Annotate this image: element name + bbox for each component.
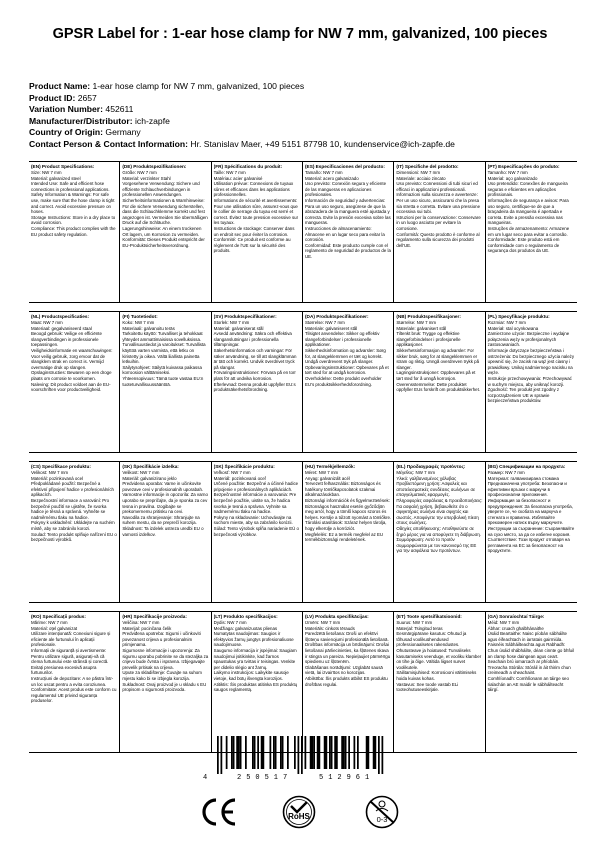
language-heading: (HU) Termékjellemzők:	[305, 464, 356, 469]
page-title: GPSR Label for : 1-ear hose clamp for NW 7 mm, galvanized, 100 pieces	[52, 26, 548, 42]
product-info-row	[29, 93, 589, 105]
language-heading: (ES) Especificaciones del producto:	[305, 164, 385, 169]
barcode-bar	[282, 736, 284, 769]
rohs-icon	[277, 795, 321, 829]
language-column	[394, 462, 485, 602]
barcode-bar	[301, 736, 303, 774]
language-body: Veľkosť: NW 7 mm Materiál: pozinkovaná oceľ Určené použitie: Bezpečné a účinné hadice pripojenie v profesionálnych aplikáciách. Bezpečnostné informácie a varovania: Pre bezpečné použitie, uistite sa, že hadica svorka je tesná a správna. Vyhnite sa nadmernému tlaku na hadice. Pokyny na skladovanie: Uchovávajte na suchom mieste, aby sa zabránilo korózii. Súlad: Tento výrobok spĺňa nariadenie EÚ o bezpečnosti výrobkov.	[213, 470, 300, 537]
language-body: Größe: NW 7 mm Material: verzinkter Stahl Vorgesehene Verwendung: Sichere und effiziente Schlauchverbindungen in professionellen Anwendungen. Sicherheitsinformationen & Warnhinweise: Für die sichere Verwendung sicherstellen, dass die Schlauchklemme korrekt und fest angezogen ist. Vermeiden Sie übermäßigen Druck auf die Schläuche. Lagerungshinweise: An einem trockenen Ort lagern, um Korrosion zu vermeiden. Konformität: Dieses Produkt entspricht der EU-Produktsicherheitsverordnung.	[122, 170, 208, 248]
language-heading: (PT) Especificações do produto:	[487, 164, 560, 169]
product-info-value: 452611	[105, 104, 134, 114]
barcode-bar	[336, 736, 338, 769]
product-info-value: 2657	[77, 92, 97, 103]
language-heading: (DE) Produktspezifikationen:	[122, 164, 187, 169]
barcode-bar	[312, 736, 314, 769]
specifications-band	[29, 611, 577, 753]
barcode-digit-group-right: 512961	[319, 774, 375, 782]
language-column	[303, 462, 394, 602]
product-info-row	[29, 104, 589, 116]
barcode-bar	[245, 736, 247, 769]
barcode-bar	[261, 736, 263, 769]
product-info-label: Country of Origin:	[29, 127, 103, 137]
barcode-bar	[378, 736, 380, 774]
language-body: Velikost: NW 7 mm Materiál: galvanizirano jeklo Predvidena uporaba: Varne in učinkovite povezave cevi v profesionalnih uporabah. Varnostne informacije in opozorila: Za varno uporabo se prepričajte, da je sponka za cev tesna in pravilna. Izogibajte se prekomernemu pritisku na cevi. Navodila za shranjevanje: Shranjujte na suhem mestu, da se preprečí korozija. Skladnost: Ta izdelek ustreza uredbi EU o varnosti izdelkov.	[122, 470, 208, 537]
product-info-value: Hr. Stanislav Maer, +49 5151 87798 10, kundenservice@ich-zapfe.de	[190, 138, 455, 149]
barcode-bar	[375, 736, 377, 769]
barcode-bar	[231, 736, 233, 769]
language-body: Koko: NW 7 mm Materiaali: galvanoitu teräs Tarkoitettu käyttö: Turvalliset ja tehokkaat yhteydet ammattimaisissa sovelluksissa. Turvallisuustiedot ja varoitukset: Turvallista käyttöä varten varmista, että letku on kiristetty ja oikea. Vältä liiallista painetta letkuihin. Säilytysohjeet: Säilytä kuivassa paikassa korroosion välttämiseksi. Yhteensopivuus: Tämä tuote vastaa EU:n tuoteturvallisuussääntöä.	[122, 320, 206, 387]
language-body: Size: NW 7 mm Material: galvanized steel Intended Use: Safe and efficient hose connections in professional applications. Safety Information & Warnings: For safe use, make sure that the hose clamp is tight and correct. Avoid excessive pressure on hoses. Storage Instructions: Store in a dry place to avoid corrosion. Compliance: This product complies with the EU product safety regulation.	[31, 170, 116, 237]
language-heading: (IT) Specifiche del prodotto:	[396, 164, 459, 169]
language-heading: (NL) Productspecificaties:	[31, 314, 90, 319]
barcode-bar	[331, 736, 333, 769]
language-heading: (CS) Specifikace produktu:	[31, 464, 91, 469]
barcode-bar	[294, 736, 296, 769]
language-heading: (HR) Specifikacije proizvoda:	[122, 614, 187, 619]
age-label: 0-3	[376, 815, 388, 824]
language-column	[394, 312, 485, 452]
language-heading: (BG) Спецификации на продукта:	[487, 464, 566, 469]
rohs-label: RoHS	[288, 812, 310, 821]
barcode-bar	[317, 736, 319, 769]
barcode-bar	[345, 736, 347, 769]
language-column	[394, 612, 485, 752]
barcode-bar	[263, 736, 265, 769]
barcode-bar	[357, 736, 359, 769]
language-column	[29, 312, 120, 452]
barcode-bar	[305, 736, 307, 769]
barcode-bar	[343, 736, 345, 769]
barcode-bar	[348, 736, 350, 769]
barcode-bar	[313, 736, 315, 769]
language-heading: (SV) Produktspecifikationer:	[213, 314, 277, 319]
language-body: Méret: NW 7 mm Anyag: galvanizált acél Tervezett felhasználás: Biztonságos és hatékony tömlőkapcsolatok szakmai alkalmazásokban. Biztonsági információk és figyelmeztetések: Biztonságos használat esetén győződjön meg arról, hogy a tömlő kapocs szoros és helyes. Kerülje a túlzott nyomást a tömlőkre. Tárolási utasítások: Száraz helyen tárolja, hogy elkerülje a korróziót. Megfelelés: Ez a termék megfelel az EU termékbiztonsági rendeletének.	[305, 470, 392, 543]
language-column	[303, 612, 394, 752]
specifications-band	[29, 461, 577, 603]
barcode-bar	[366, 736, 368, 769]
language-heading: (EN) Product Specifications:	[31, 164, 95, 169]
language-column	[29, 462, 120, 602]
product-info-label: Product ID:	[29, 92, 76, 103]
ean-barcode	[203, 736, 397, 786]
barcode-digits	[203, 774, 397, 784]
language-body: Veličina: NW 7 mm Materijal: pocinčana čelik Predviđena upotreba: Sigurni i učinkoviti povezanost crijeva u profesionalnim primjenama. Sigurnosne informacije i upozorenja: Za sigurnu uporabu pobrinite se da stezaljka za crijevo bude čvrsta i ispravna. Izbjegavajte prevelik pritisak na crijeva. Upute za skladištenje: Čuvajte na suhom mjestu kako bi se izbjegla korozija. Sukladnost: Ovaj proizvod je u skladu s EU propisom o sigurnosti proizvoda.	[122, 620, 209, 693]
barcode-bar	[310, 736, 312, 769]
language-column	[29, 162, 120, 302]
language-body: Méid: NW 7 mm Ábhar: cruach ghalbhánaithe Úsáid Beartaithe: Naisc píobán sábháilte agus éifeachtach in iarratais gairmiúla. Faisnéis Sábháilteachta agus Rabhadh: Chun úsáid shábháilte, déan cinnte go bhfuil an clamp hose daingean agus ceart. Seachain brú iomarcach ar phíobáin. Treoracha Stórála: Stóráil in áit thirim chun creimeadh a sheachaint. Comhlíonadh: Comhlíonann an táirge seo rialachán an AE maidir le sábháilteacht táirgí.	[487, 620, 575, 693]
barcode-digit-prefix: 4	[203, 774, 208, 782]
language-column	[303, 312, 394, 452]
language-body: Dimensioni: NW 7 mm Materiale: acciaio zincato Uso previsto: Connessioni di tubi sicuri ed efficaci in applicazioni professionali. Informazioni sulla sicurezza e avvertenze: Per un uso sicuro, assicurarsi che la presa sia stretta e corretta. Evitare una pressione eccessiva sui tubi. Istruzioni per la conservazione: Conservare in un luogo asciutto per evitare la corrosione. Conformità: Questo prodotto è conforme al regolamento sulla sicurezza dei prodotti dell'UE.	[396, 170, 481, 248]
barcode-bar	[240, 736, 242, 769]
barcode-bar	[217, 736, 219, 774]
product-info-label: Contact Person & Contact Information:	[29, 138, 188, 149]
language-body: Rozmiar: NW 7 mm Materiał: stal ocynkowana Zamierzone użycie: Bezpieczne i wydajne połączenia węży w profesjonalnych zastosowaniach. Informacje dotyczące bezpieczeństwa i ostrzeżenia: Do bezpiecznego użycia należy upewnić się, że zacisk na wąż jest ciasny i prawidłowy. Unikaj nadmiernego nacisku na węże. Instrukcje przechowywania: Przechowywać w suchym miejscu, aby uniknąć korozji. Zgodność: Ten produkt jest zgodny z rozporządzeniem UE w sprawie bezpieczeństwa produktów.	[487, 320, 575, 404]
language-body: Taille: NW 7 mm Matériau: acier galvanisé Utilisation prévue: Connexions de tuyaux sûres et efficaces dans les applications professionnelles. Informations de sécurité et avertissements: Pour une utilisation sûre, assurez-vous que le collier de serrage du tuyau est serré et correct. Évitez toute pression excessive sur les tuyaux. Instructions de stockage: Conserver dans un endroit sec pour éviter la corrosion. Conformité: Ce produit est conforme au règlement de l'UE sur la sécurité des produits.	[213, 170, 299, 254]
language-heading: (SK) Špecifikácie izdelka:	[122, 464, 179, 469]
product-info-label: Manufacturer/Distributor:	[29, 115, 133, 126]
language-heading: (LT) Produkto specifikacijos:	[213, 614, 278, 619]
product-info-row	[29, 139, 589, 151]
language-body: Storlek: NW 7 mm Material: galvaniserat stål Avsedd användning: Säkra och effektiva slanganslutningar i professionella tillämpningar. Säkerhetsinformation och varningar: För säker användning, se till att slangklämman är tätt och korrekt. Undvik överdrivet tryck på slangar. Förvaringsinstruktioner: Förvara på en torr plats för att undvika korrosion. Efterlevnad: Denna produkt uppfyller EU:s produktsäkerhetsförordning.	[213, 320, 297, 393]
barcode-bars	[203, 736, 397, 774]
language-heading: (FI) Tuotetiedot:	[122, 314, 158, 319]
language-column	[486, 162, 577, 302]
language-heading: (NB) Produktspesifikasjoner:	[396, 314, 461, 319]
language-column	[212, 162, 303, 302]
barcode-bar	[326, 736, 328, 769]
language-heading: (ET) Toote spetsifikatsioonid:	[396, 614, 462, 619]
product-info	[29, 81, 589, 150]
language-heading: (GA) Sonraíochtaí Táirge:	[487, 614, 545, 619]
language-column	[212, 312, 303, 452]
language-body: Dydis: NW 7 mm Medžiaga: galvanizuotas plienas Numatytas naudojimas: Saugios ir efektyvios žarnų jungtys profesionaliuose naudojimuose. Saugumo informacija ir įspėjimai: Saugiam naudojimui įsitikinkite, kad žarnos spaustukas yra tvirtas ir teisingas. Venkite per didelio slėgio ant žarnų. Laikymo instrukcijos: Laikykite sausoje vietoje, kad būtų išvengta korozijos. Atitiktis: Šis produktas atitinka ES produktų saugos reglamentą.	[213, 620, 298, 693]
language-column	[120, 462, 211, 602]
barcode-bar	[324, 736, 326, 769]
language-column	[486, 612, 577, 752]
language-body: Størrelse: NW 7 mm Materiale: galvanisert stål Tiltenkt bruk: Trygge og effektive slangeforbindelser i profesjonelle applikasjoner. Sikkerhetsinformasjon og advarsler: For sikker bruk, sørg for at slangeklemmen er stram og riktig. Unngå overdreven trykk på slanger. Lagringsinstruksjoner: Oppbevares på et tørt sted for å unngå korrosjon. Overensstemmelse: Dette produktet oppfyller EUs forskrift om produktsikkerhet.	[396, 320, 481, 393]
barcode-bar	[233, 736, 235, 769]
language-body: Velikost: NW 7 mm Materiál: pozinkovaná ocel Předpokládané použití: Bezpečné a efektivní připojení hadice v profesionálních aplikacích. Bezpečnostní informace a varování: Pro bezpečné použití se ujistěte, že svorka hadice je těsná a správná. Vyhněte se nadměrnému tlaku na hadice. Pokyny k uskladnění: Ukládejte na suchém místě, aby se zabránilo korozi. Soulad: Tento produkt splňuje nařízení EU o bezpečnosti výrobků.	[31, 470, 117, 543]
language-body: Suurus: NW 7 mm Materjal: Tsingitud teras Eesmärgipärane kasutus: Ohutud ja tõhusad voolikuühendused professionaalsetes rakendustes. Ohutusteave ja hoiatused: Turvaliseks kasutamiseks veenduge, et vooliku klamber on tihe ja õige. Vältida liigset survet voolikutele. Säilitamisjuhised: Korrosiooni vältimiseks hoida kuivas kohas. Vastavus: See toode vastab ELi tooteohutuseeskirjale.	[396, 620, 482, 693]
barcode-bar	[341, 736, 343, 769]
product-info-value: ich-zapfe	[135, 115, 170, 126]
product-info-label: Product Name:	[29, 81, 91, 91]
language-heading: (FR) Spécifications du produit:	[213, 164, 283, 169]
product-info-value: Germany	[105, 127, 141, 137]
language-body: Maat: NW 7 mm Materiaal: gegalvaniseerd staal Beoogd gebruik: Veilige en efficiënte slangverbindingen in professionele toepassingen. Veiligheidsinformatie en waarschuwingen: Voor veilig gebruik, zorg ervoor dat de slangklem strak en correct is. Vermijd overmatige druk op slangen. Opslaginstructies: Bewaren op een droge plaats om corrosie te voorkomen. Naleving: Dit product voldoet aan de EU-voorschriften voor productveiligheid.	[31, 320, 113, 393]
language-column	[120, 612, 211, 752]
language-body: Размер: NW 7 mm Материал: галванизирана стомана Предназначена употреба: Безопасни и ефективни връзки с маркучи в професионални приложения. Информация за безопасност и предупреждения: За безопасна употреба, уверете се, че скобата на маркуча е стегната и правилна. Избягвайте прекомерен натиск върху маркучите. Инструкции за съхранение: Съхранявайте на сухо място, за да се избегне корозия. Съответствие: Този продукт отговаря на регламента на ЕС за безопасност на продуктите.	[487, 470, 575, 554]
barcode-bar	[226, 736, 228, 769]
barcode-bar	[382, 736, 384, 774]
product-info-row	[29, 81, 589, 93]
language-heading: (RO) Specificații produs:	[31, 614, 86, 619]
barcode-bar	[270, 736, 272, 769]
language-column	[212, 462, 303, 602]
language-heading: (EL) Προδιαγραφές προϊόντος:	[396, 464, 466, 469]
product-info-value: 1-ear hose clamp for NW 7 mm, galvanized, 100 pieces	[92, 81, 305, 91]
product-info-label: Variation Number:	[29, 104, 104, 114]
barcode-bar	[280, 736, 282, 769]
barcode-bar	[236, 736, 238, 769]
product-info-row	[29, 127, 589, 139]
language-column	[212, 612, 303, 752]
language-heading: (DA) Produktspecifikationer:	[305, 314, 369, 319]
language-body: Mărime: NW 7 mm Material: oțel galvanizat Utilizare intenționată: Conexiuni sigure și eficiente ale furtunului în aplicații profesionale. Informații de siguranță și avertismente: Pentru utilizare sigură, asigurați-vă că clema furtunului este strânsă și corectă. Evitați presiunea excesivă asupra furtunurilor. Instrucțiuni de depozitare: A se păstra într-un loc uscat pentru a evita coroziunea. Conformitate: Acest produs este conform cu regulamentul UE privind siguranța produselor.	[31, 620, 117, 704]
barcode-bar	[368, 736, 370, 769]
barcode-bar	[273, 736, 275, 769]
barcode-bar	[287, 736, 289, 769]
specifications-band	[29, 161, 577, 303]
specifications-band	[29, 311, 577, 453]
language-column	[486, 462, 577, 602]
barcode-bar	[334, 736, 336, 769]
barcode-bar	[275, 736, 277, 769]
language-column	[120, 162, 211, 302]
language-heading: (LV) Produkta specifikācijas:	[305, 614, 369, 619]
language-heading: (PL) Specyfikacje produktu:	[487, 314, 550, 319]
product-info-row	[29, 116, 589, 128]
language-column	[29, 612, 120, 752]
barcode-bar	[329, 736, 331, 769]
age-restriction-0-3-icon	[362, 795, 402, 829]
language-body: Tamaño: NW 7 mm Material: acero galvanizado Uso previsto: Conexión segura y eficiente de las mangueras en aplicaciones profesionales. Información de seguridad y advertencias: Para un uso seguro, asegúrese de que la abrazadera de la manguera esté ajustada y correcta. Evite la presión excesiva sobre las mangueras. Instrucciones de almacenamiento: Almacene en un lugar seco para evitar la corrosión. Conformidad: Este producto cumple con el reglamento de seguridad de productos de la UE.	[305, 170, 391, 259]
barcode-bar	[221, 736, 223, 774]
language-column	[486, 312, 577, 452]
barcode-bar	[238, 736, 240, 769]
barcode-bar	[373, 736, 375, 769]
language-heading: (SK) Špecifikácie produktu:	[213, 464, 275, 469]
language-body: Tamanho: NW 7 mm Material: aço galvanizado Uso pretendido: Conexões de mangueira seguras e eficientes em aplicações profissionais. Informações de segurança e avisos: Para uso seguro, certifique-se de que a braçadeira da mangueira é apertada e correta. Evite a pressão excessiva nas mangueiras. Instruções de armazenamento: Armazene em um lugar seco para evitar a corrosão. Conformidade: Este produto está em conformidade com o regulamento de segurança dos produtos da UE.	[487, 170, 570, 254]
barcode-bar	[319, 736, 321, 769]
barcode-bar	[254, 736, 256, 769]
language-body: Størrelse: NW 7 mm Materiale: galvaniseret stål Tilsigtet anvendelse: Sikker og effektiv slangeforbindelser i professionelle applikationer. Sikkerhedsinformation og advarsler: Sørg for, at slangeklemmen er tæt og korrekt. Undgå overdrevent tryk på slanger. Opbevaringsinstruktioner: Opbevares på et tørt sted for at undgå korrosion. Overholdelse: Dette produkt overholder EU's produktsikkerhedsforordning.	[305, 320, 389, 387]
barcode-bar	[257, 736, 259, 769]
barcode-bar	[298, 736, 300, 774]
language-body: Izmērs: NW 7 mm Materiāls: cinkots tērauds Paredzētā lietošana: Droši un efektīvi šļūteņu savienojumi profesionālā lietošanā. Drošības informācija un brīdinājumi: Drošai lietošanai pārliecinieties, ka šļūtenes skava ir stingra un pareiza. Nepieļaujiet pārmērīgu spiedienu uz šļūtenēm. Glabāšanas norādījumi: Uzglabāt sausā vietā, lai izvairītos no korozijas. Atbilstība: Šis produkts atbilst ES produktu drošības regulai.	[305, 620, 391, 687]
barcode-digit-group-left: 250517	[237, 774, 293, 782]
language-column	[120, 312, 211, 452]
ce-mark-icon	[199, 795, 237, 829]
language-column	[303, 162, 394, 302]
barcode-bar	[354, 736, 356, 769]
language-body: Μέγεθος: NW 7 mm Υλικό: γαλβανισμένος χάλυβας Προβλεπόμενη χρήση: Ασφαλείς και αποτελεσματικές συνδέσεις σωλήνων σε επαγγελματικές εφαρμογές. Πληροφορίες ασφάλειας & προειδοποιήσεις: Για ασφαλή χρήση, βεβαιωθείτε ότι ο σφιγκτήρας σωλήνα είναι σφιχτός και σωστός. Αποφύγετε την υπερβολική πίεση στους σωλήνες. Οδηγίες αποθήκευσης: Αποθηκεύστε σε ξηρό μέρος για να αποφύγετε τη διάβρωση. Συμμόρφωση: Αυτό το προϊόν συμμορφώνεται με τον κανονισμό της ΕΕ για την ασφάλεια των προϊόντων.	[396, 470, 483, 554]
barcode-bar	[252, 736, 254, 769]
language-column	[394, 162, 485, 302]
